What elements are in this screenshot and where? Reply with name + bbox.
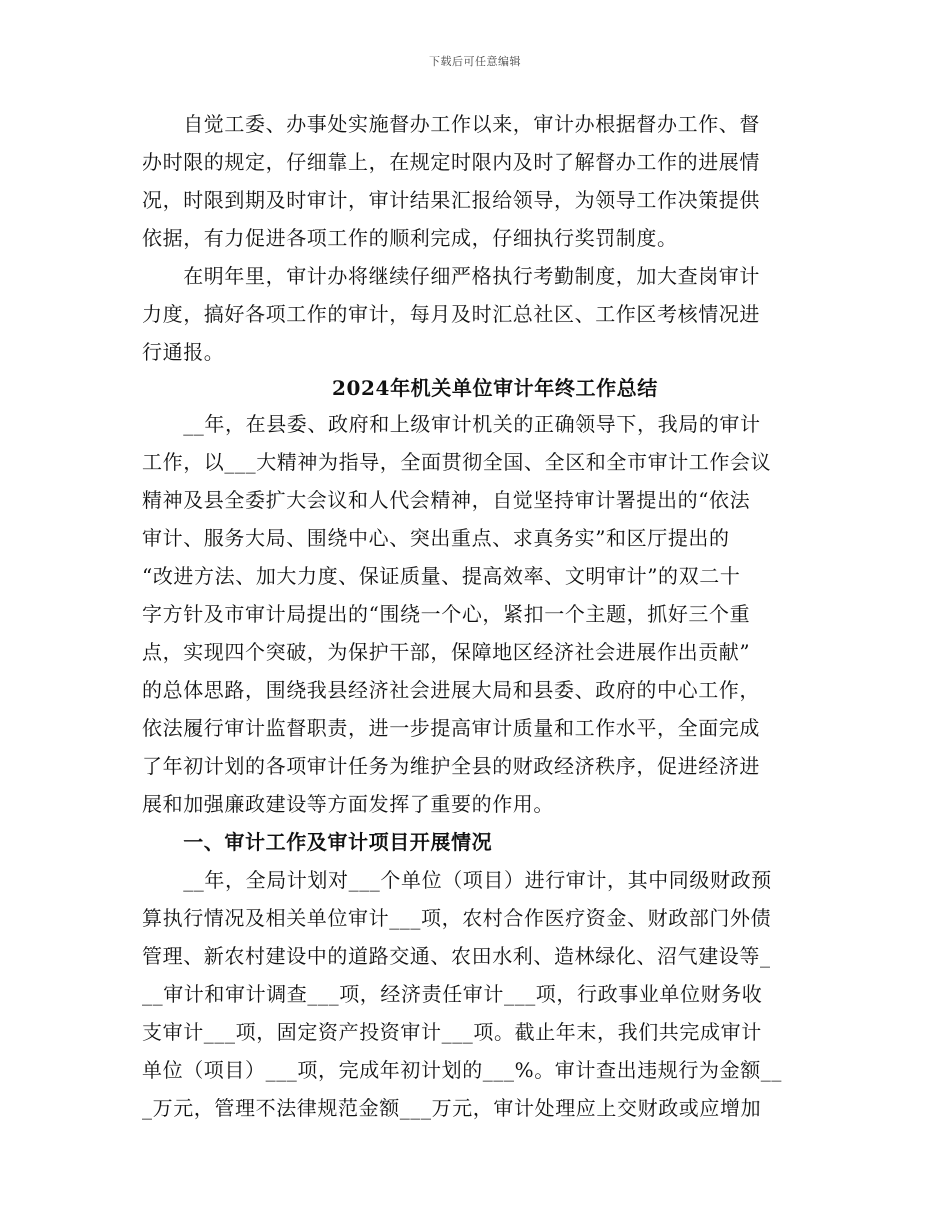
paragraph-line: 自觉工委、办事处实施督办工作以来，审计办根据督办工作、督 — [142, 112, 760, 136]
paragraph-line: 况，时限到期及时审计，审计结果汇报给领导，为领导工作决策提供 — [142, 188, 760, 212]
paragraph-line: 单位（项目）___项，完成年初计划的___%。审计查出违规行为金额__ — [142, 1058, 783, 1082]
paragraph-line: 工作，以___大精神为指导，全面贯彻全国、全区和全市审计工作会议 — [142, 450, 772, 474]
page-header: 下载后可任意编辑 — [429, 55, 521, 68]
paragraph-line: 展和加强廉政建设等方面发挥了重要的作用。 — [142, 792, 554, 816]
paragraph-line: 行通报。 — [142, 340, 225, 364]
paragraph-line: 算执行情况及相关单位审计___项，农村合作医疗资金、财政部门外债 — [142, 906, 772, 930]
paragraph-line: 审计、服务大局、围绕中心、突出重点、求真务实”和区厅提出的 — [142, 526, 730, 550]
paragraph-line: 在明年里，审计办将继续仔细严格执行考勤制度，加大查岗审计 — [142, 264, 760, 288]
paragraph-line: 点，实现四个突破，为保护干部，保障地区经济社会进展作出贡献” — [142, 640, 751, 664]
document-title: 2024年机关单位审计年终工作总结 — [332, 376, 658, 400]
paragraph-line: 办时限的规定，仔细靠上，在规定时限内及时了解督办工作的进展情 — [142, 150, 760, 174]
paragraph-line: __年，全局计划对___个单位（项目）进行审计，其中同级财政预 — [142, 868, 772, 892]
paragraph-line: 管理、新农村建设中的道路交通、农田水利、造林绿化、沼气建设等_ — [142, 944, 771, 968]
paragraph-line: 依法履行审计监督职责，进一步提高审计质量和工作水平，全面完成 — [142, 716, 760, 740]
section-heading: 一、审计工作及审计项目开展情况 — [142, 830, 493, 854]
paragraph-line: “改进方法、加大力度、保证质量、提高效率、文明审计”的双二十 — [142, 564, 741, 588]
paragraph-line: __年，在县委、政府和上级审计机关的正确领导下，我局的审计 — [142, 412, 761, 436]
paragraph-line: 支审计___项，固定资产投资审计___项。截止年末，我们共完成审计 — [142, 1020, 762, 1044]
paragraph-line: 了年初计划的各项审计任务为维护全县的财政经济秩序，促进经济进 — [142, 754, 760, 778]
paragraph-line: __审计和审计调查___项，经济责任审计___项，行政事业单位财务收 — [142, 982, 763, 1006]
paragraph-line: 精神及县全委扩大会议和人代会精神，自觉坚持审计署提出的“依法 — [142, 488, 751, 512]
paragraph-line: 力度，搞好各项工作的审计，每月及时汇总社区、工作区考核情况进 — [142, 302, 760, 326]
paragraph-line: 依据，有力促进各项工作的顺利完成，仔细执行奖罚制度。 — [142, 226, 678, 250]
paragraph-line: _万元，管理不法律规范金额___万元，审计处理应上交财政或应增加 — [142, 1096, 762, 1120]
paragraph-line: 的总体思路，围绕我县经济社会进展大局和县委、政府的中心工作， — [142, 678, 760, 702]
paragraph-line: 字方针及市审计局提出的“围绕一个心，紧扣一个主题，抓好三个重 — [142, 602, 751, 626]
